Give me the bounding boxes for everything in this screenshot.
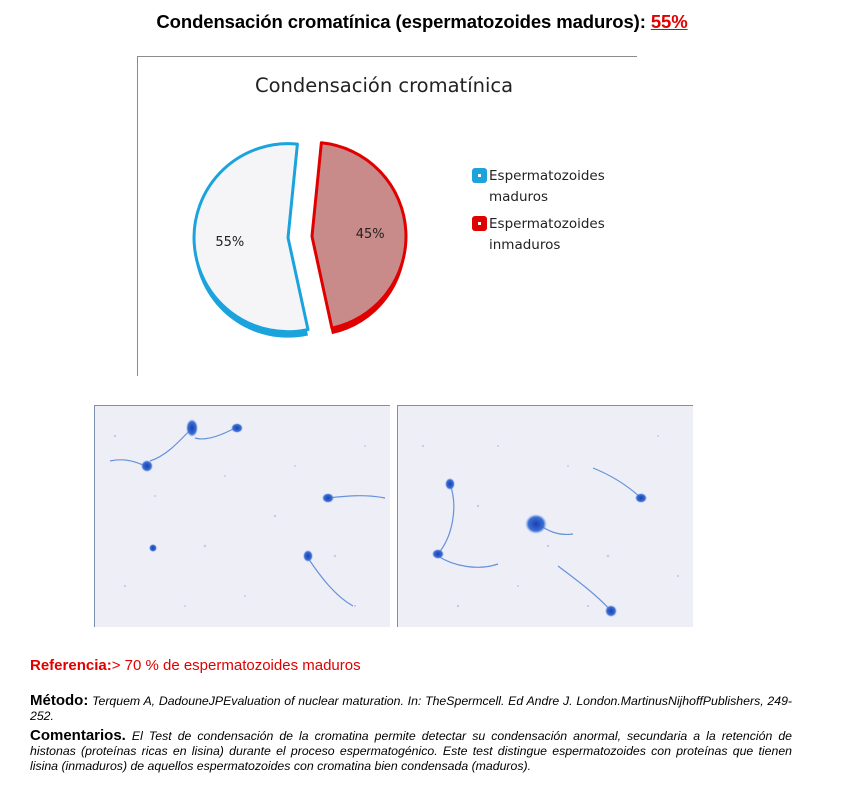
method-paragraph	[30, 693, 792, 724]
method-text: Terquem A, DadouneJPEvaluation of nuclear maturation. In: TheSpermcell. Ed Andre J. London.MartinusNijhoffPublishers, 249-252.	[30, 694, 792, 723]
legend-label-inmaduros-line1: Espermatozoides	[489, 216, 605, 232]
pie-label-maduros: 55%	[215, 235, 245, 251]
micrograph-right-image	[398, 406, 693, 627]
chart-title: Condensación cromatínica	[255, 74, 514, 97]
legend-label-maduros-line1: Espermatozoides	[489, 168, 605, 184]
legend-item-inmaduros	[470, 214, 605, 262]
legend-label-inmaduros-line2: inmaduros	[489, 237, 561, 253]
chart-legend	[470, 166, 605, 262]
legend-label-maduros-line2: maduros	[489, 189, 549, 205]
legend-swatch-maduros	[472, 168, 487, 183]
reference-label: Referencia:	[30, 657, 112, 674]
micrograph-right	[397, 405, 693, 627]
reference-line	[30, 657, 361, 674]
comments-paragraph	[30, 728, 792, 774]
page-title	[0, 11, 844, 33]
pie-label-inmaduros: 45%	[355, 226, 385, 242]
legend-swatch-inmaduros	[472, 216, 487, 231]
method-label: Método:	[30, 692, 89, 709]
legend-item-maduros	[470, 166, 605, 214]
pie-slice-maduros	[194, 144, 308, 332]
micrograph-left	[94, 405, 390, 627]
comments-text: El Test de condensación de la cromatina permite detectar su condensación anormal, secundaria a la retención de histonas (proteínas ricas en lisina) durante el proceso espermatogénico. Este test distingue espermatozoides con proteínas que tienen lisina (inmaduros) de aquellos espermatozoides con cromatina bien condensada (maduros).	[30, 729, 792, 773]
comments-label: Comentarios.	[30, 727, 126, 744]
reference-value: > 70 % de espermatozoides maduros	[111, 657, 361, 674]
micrograph-left-image	[95, 406, 390, 627]
page-title-text: Condensación cromatínica (espermatozoides maduros):	[156, 11, 646, 32]
pie-chart	[190, 140, 430, 340]
page-title-value: 55%	[650, 11, 688, 32]
